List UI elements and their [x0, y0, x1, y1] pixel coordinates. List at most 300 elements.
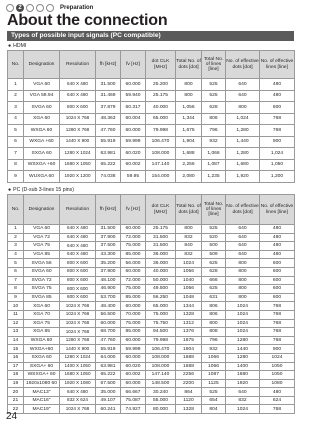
table-cell: 625: [202, 285, 226, 294]
page-title: About the connection: [7, 12, 168, 29]
table-cell: 4: [8, 113, 24, 125]
chapter-dot-icon: 2: [16, 4, 24, 12]
table-row: [8, 267, 295, 276]
table-cell: 79.998: [146, 125, 176, 137]
table-cell: 60.000: [121, 225, 146, 234]
column-header: No. of effective lines [line]: [260, 51, 295, 79]
table-cell: 640 X 480: [60, 79, 96, 91]
table-cell: 800: [226, 293, 260, 302]
table-cell: 1,024: [226, 113, 260, 125]
table-cell: 600: [260, 293, 295, 302]
table-cell: 3: [8, 242, 24, 251]
table-row: [8, 362, 295, 371]
table-cell: 64.000: [96, 353, 121, 362]
table-cell: 48.400: [96, 302, 121, 311]
table-cell: 1024: [226, 310, 260, 319]
table-cell: 1,280: [226, 125, 260, 137]
table-cell: SVGA 72: [24, 276, 60, 285]
table-cell: 640: [226, 79, 260, 91]
table-cell: 43.300: [96, 250, 121, 259]
table-cell: 768: [260, 336, 295, 345]
table-cell: 832: [176, 233, 202, 242]
section-tag: Preparation: [60, 4, 94, 11]
table-cell: 1024: [260, 353, 295, 362]
table-cell: 480: [260, 79, 295, 91]
table-cell: 1440: [226, 345, 260, 354]
table-cell: 1440 X 900: [60, 345, 96, 354]
table-cell: 55.000: [146, 396, 176, 405]
table-cell: 640: [226, 225, 260, 234]
column-header: No. of effective dots [dot]: [226, 195, 260, 225]
table-cell: 60.000: [121, 353, 146, 362]
table-cell: 1,675: [176, 125, 202, 137]
table-cell: 1688: [176, 362, 202, 371]
table-cell: 800: [176, 225, 202, 234]
bullet-icon: ●: [8, 43, 12, 49]
table-row: [8, 90, 295, 102]
table-cell: 1400 X 1050: [60, 362, 96, 371]
table-row: [8, 396, 295, 405]
table-cell: 55.919: [96, 136, 121, 148]
table-cell: 1312: [176, 319, 202, 328]
table-cell: 47.760: [96, 336, 121, 345]
column-header: Total No. of lines [line]: [202, 51, 226, 79]
table-cell: 600: [260, 267, 295, 276]
table-row: [8, 136, 295, 148]
table-cell: 94.500: [146, 328, 176, 337]
table-cell: 640: [226, 242, 260, 251]
table-cell: 37.900: [96, 233, 121, 242]
table-cell: 1,280: [226, 148, 260, 160]
table-cell: 1328: [176, 405, 202, 414]
table-cell: 600: [260, 102, 295, 114]
table-cell: 2256: [176, 371, 202, 380]
table-cell: 1280 X 1024: [60, 148, 96, 160]
table-cell: 7: [8, 148, 24, 160]
table-cell: 2,080: [176, 171, 202, 183]
table-cell: 37.900: [96, 267, 121, 276]
table-cell: 74.038: [96, 171, 121, 183]
column-header: fh [kHz]: [96, 51, 121, 79]
column-header: Designation: [24, 51, 60, 79]
table-cell: 63.981: [96, 362, 121, 371]
table-cell: 53.700: [96, 293, 121, 302]
table-cell: 1675: [176, 336, 202, 345]
table-cell: 640 X 480: [60, 388, 96, 397]
table-cell: 800: [226, 285, 260, 294]
table-cell: 1120: [176, 396, 202, 405]
table-cell: 1400: [226, 362, 260, 371]
table-cell: 14: [8, 336, 24, 345]
chapter-dot-icon: [26, 4, 34, 12]
table-cell: 65.222: [96, 159, 121, 171]
table-cell: 25.175: [146, 90, 176, 102]
table-cell: 56.500: [96, 310, 121, 319]
table-cell: 2,256: [176, 159, 202, 171]
table-cell: 65.000: [146, 113, 176, 125]
table-cell: 1,920: [226, 171, 260, 183]
table-cell: 67.500: [96, 379, 121, 388]
table-cell: 640: [226, 388, 260, 397]
table-cell: WSXGA+ 60: [24, 371, 60, 380]
table-cell: 60.000: [121, 267, 146, 276]
table-row: [8, 405, 295, 414]
table-cell: 108.000: [146, 362, 176, 371]
table-row: [8, 242, 295, 251]
table-cell: 22: [8, 405, 24, 414]
table-cell: 1,066: [202, 148, 226, 160]
table-cell: 832: [176, 250, 202, 259]
table-cell: 60.002: [121, 371, 146, 380]
table-cell: 75.000: [121, 285, 146, 294]
table-cell: XGA 75: [24, 319, 60, 328]
table-cell: 800: [176, 90, 202, 102]
section-header: Types of possible input signals (PC compatible): [7, 31, 294, 41]
table-cell: SVGA 56: [24, 259, 60, 268]
table-cell: 60.000: [96, 319, 121, 328]
table-cell: 932: [202, 136, 226, 148]
table-cell: 796: [202, 336, 226, 345]
table-cell: 768: [260, 113, 295, 125]
table-cell: 1280: [226, 336, 260, 345]
table-cell: 640 X 480: [60, 233, 96, 242]
table-cell: 480: [260, 388, 295, 397]
table-cell: 31.500: [96, 225, 121, 234]
table-cell: 768: [260, 319, 295, 328]
table-cell: 46.900: [96, 285, 121, 294]
table-cell: 808: [202, 328, 226, 337]
table-cell: 525: [202, 79, 226, 91]
table-cell: 15: [8, 345, 24, 354]
table-cell: 1,056: [176, 102, 202, 114]
table-cell: 12: [8, 319, 24, 328]
table-cell: 806: [202, 302, 226, 311]
table-cell: 10: [8, 302, 24, 311]
table-cell: 6: [8, 267, 24, 276]
table-cell: 900: [260, 136, 295, 148]
table-cell: 1280: [226, 353, 260, 362]
table-header-row: [8, 195, 295, 225]
table-cell: 640 X 480: [60, 90, 96, 102]
table-cell: 1087: [202, 371, 226, 380]
table-cell: 36.000: [146, 250, 176, 259]
table-row: [8, 371, 295, 380]
table-row: [8, 353, 295, 362]
pc-signal-table: [7, 194, 295, 414]
table-cell: SVGA 60: [24, 267, 60, 276]
table-cell: 640: [226, 250, 260, 259]
table-cell: 625: [202, 259, 226, 268]
table-row: [8, 233, 295, 242]
table-cell: 640: [226, 233, 260, 242]
column-header: Designation: [24, 195, 60, 225]
table-cell: VGA 60: [24, 79, 60, 91]
table-cell: 1,440: [226, 136, 260, 148]
pc-label: [8, 187, 74, 193]
table-cell: SXGA 60: [24, 148, 60, 160]
table-cell: 2200: [176, 379, 202, 388]
column-header: No.: [8, 51, 24, 79]
table-row: [8, 285, 295, 294]
table-cell: WXGA 60: [24, 336, 60, 345]
table-cell: 900: [260, 345, 295, 354]
table-cell: 628: [202, 267, 226, 276]
table-cell: 1680 X 1050: [60, 371, 96, 380]
table-row: [8, 319, 295, 328]
column-header: Resolution: [60, 51, 96, 79]
table-cell: 60.000: [121, 379, 146, 388]
table-cell: 85.000: [121, 293, 146, 302]
table-cell: 59.999: [121, 136, 146, 148]
table-cell: 1280 X 1024: [60, 353, 96, 362]
table-cell: 1,235: [202, 171, 226, 183]
table-cell: 832 X 624: [60, 396, 96, 405]
table-row: [8, 379, 295, 388]
table-cell: 840: [176, 242, 202, 251]
column-header: fv [Hz]: [121, 195, 146, 225]
table-cell: 20: [8, 388, 24, 397]
table-cell: 31.500: [96, 79, 121, 91]
table-cell: 640 X 480: [60, 225, 96, 234]
table-cell: 36.000: [146, 259, 176, 268]
table-cell: 2: [8, 233, 24, 242]
table-cell: 4: [8, 250, 24, 259]
table-cell: 147.140: [146, 371, 176, 380]
table-cell: 75.087: [121, 396, 146, 405]
table-cell: 1024 X 768: [60, 113, 96, 125]
table-cell: 3: [8, 102, 24, 114]
table-cell: 31.469: [96, 90, 121, 102]
table-cell: 60.000: [121, 336, 146, 345]
table-cell: 66.667: [121, 388, 146, 397]
chapter-dot-icon: [6, 4, 14, 12]
table-cell: 1024 X 768: [60, 310, 96, 319]
table-cell: 106.470: [146, 136, 176, 148]
table-cell: 1080: [260, 379, 295, 388]
table-cell: VGA 59.94: [24, 90, 60, 102]
table-cell: 60.004: [121, 113, 146, 125]
column-header: Total No. of dots [dot]: [176, 195, 202, 225]
table-cell: 49.500: [146, 285, 176, 294]
table-cell: 800: [176, 79, 202, 91]
table-cell: WUXGA 60: [24, 171, 60, 183]
table-cell: 16: [8, 353, 24, 362]
table-cell: SVGA 75: [24, 285, 60, 294]
table-cell: 832: [226, 396, 260, 405]
table-cell: 624: [260, 396, 295, 405]
table-cell: 60.317: [121, 102, 146, 114]
table-cell: 9: [8, 293, 24, 302]
table-cell: 600: [260, 285, 295, 294]
table-cell: VGA 75: [24, 242, 60, 251]
chapter-dot-icon: [46, 4, 54, 12]
chapter-dot-icon: [36, 4, 44, 12]
column-header: fh [kHz]: [96, 195, 121, 225]
table-row: [8, 225, 295, 234]
table-cell: 17: [8, 362, 24, 371]
column-header: dot CLK [MHz]: [146, 51, 176, 79]
table-cell: 72.000: [121, 276, 146, 285]
table-cell: 1056: [176, 285, 202, 294]
table-cell: 1024 X 768: [60, 302, 96, 311]
table-row: [8, 148, 295, 160]
table-cell: 1066: [202, 362, 226, 371]
table-cell: XGA 70: [24, 310, 60, 319]
table-cell: 108.000: [146, 353, 176, 362]
table-cell: 640 X 480: [60, 242, 96, 251]
table-cell: 1,024: [260, 148, 295, 160]
table-cell: 154.000: [146, 171, 176, 183]
table-row: [8, 276, 295, 285]
table-row: [8, 345, 295, 354]
table-cell: WSXGA +60: [24, 159, 60, 171]
table-cell: 800 X 600: [60, 285, 96, 294]
table-row: [8, 302, 295, 311]
table-cell: 2: [8, 90, 24, 102]
table-cell: 1024: [226, 405, 260, 414]
table-cell: 666: [202, 276, 226, 285]
table-cell: VGA 60: [24, 225, 60, 234]
table-cell: 1920: [226, 379, 260, 388]
column-header: No. of effective dots [dot]: [226, 51, 260, 79]
table-cell: 60.020: [121, 148, 146, 160]
table-cell: 525: [202, 388, 226, 397]
table-cell: 640 X 480: [60, 250, 96, 259]
table-cell: SVGA 85: [24, 293, 60, 302]
table-cell: 768: [260, 310, 295, 319]
column-header: Resolution: [60, 195, 96, 225]
table-cell: 48.100: [96, 276, 121, 285]
column-header: No. of effective lines [line]: [260, 195, 295, 225]
table-cell: 1056: [176, 267, 202, 276]
table-cell: 796: [202, 125, 226, 137]
table-cell: 8: [8, 285, 24, 294]
table-cell: 60.020: [121, 362, 146, 371]
table-cell: 1920 X 1200: [60, 171, 96, 183]
table-cell: 1024 X 768: [60, 319, 96, 328]
table-cell: 59.95: [121, 171, 146, 183]
table-cell: 60.000: [121, 302, 146, 311]
table-cell: 75.000: [121, 319, 146, 328]
hdmi-label-text: HDMI: [13, 43, 27, 49]
table-cell: 1125: [202, 379, 226, 388]
table-cell: 1,904: [176, 136, 202, 148]
table-cell: 1688: [176, 353, 202, 362]
table-cell: 50.000: [146, 276, 176, 285]
table-cell: XGA 85: [24, 328, 60, 337]
table-cell: 85.000: [121, 328, 146, 337]
table-cell: 6: [8, 136, 24, 148]
table-cell: 55.919: [96, 345, 121, 354]
table-cell: 480: [260, 233, 295, 242]
table-cell: 1024: [226, 328, 260, 337]
table-cell: 654: [202, 396, 226, 405]
table-cell: WXGA+60: [24, 345, 60, 354]
table-cell: 1280 X 768: [60, 336, 96, 345]
table-cell: 768: [260, 125, 295, 137]
table-cell: 800: [226, 267, 260, 276]
pc-label-text: PC (D-sub 3-lines 15 pins): [13, 187, 74, 193]
table-cell: 800 X 600: [60, 102, 96, 114]
table-cell: 30.240: [146, 388, 176, 397]
page-number: 24: [6, 411, 18, 422]
table-cell: 500: [202, 242, 226, 251]
table-cell: 1024: [176, 259, 202, 268]
table-row: [8, 336, 295, 345]
table-cell: 60.000: [121, 79, 146, 91]
table-cell: 800: [226, 102, 260, 114]
table-cell: SVGA 60: [24, 102, 60, 114]
table-cell: 106.470: [146, 345, 176, 354]
table-cell: 1344: [176, 302, 202, 311]
table-cell: 628: [202, 102, 226, 114]
table-cell: 40.000: [146, 267, 176, 276]
table-cell: 37.500: [96, 242, 121, 251]
table-cell: 1,680: [226, 159, 260, 171]
table-cell: 600: [260, 259, 295, 268]
table-cell: 1680: [226, 371, 260, 380]
table-cell: 1440 X 900: [60, 136, 96, 148]
table-cell: 85.000: [121, 250, 146, 259]
table-cell: 79.998: [146, 336, 176, 345]
table-cell: 148.500: [146, 379, 176, 388]
table-cell: 800 X 600: [60, 259, 96, 268]
table-cell: 800: [202, 319, 226, 328]
table-cell: 800 X 600: [60, 267, 96, 276]
table-cell: 5: [8, 259, 24, 268]
table-cell: 35.000: [96, 388, 121, 397]
table-cell: 1680 X 1050: [60, 159, 96, 171]
table-cell: 1: [8, 225, 24, 234]
table-cell: 806: [202, 310, 226, 319]
table-cell: 56.000: [121, 259, 146, 268]
table-cell: MAC13": [24, 388, 60, 397]
table-cell: 1904: [176, 345, 202, 354]
column-header: dot CLK [MHz]: [146, 195, 176, 225]
table-cell: 480: [260, 250, 295, 259]
table-cell: 480: [260, 90, 295, 102]
table-cell: MAC16": [24, 396, 60, 405]
table-cell: 1048: [176, 293, 202, 302]
table-row: [8, 388, 295, 397]
table-cell: 1328: [176, 310, 202, 319]
table-cell: 800: [226, 276, 260, 285]
table-cell: 68.700: [96, 328, 121, 337]
table-cell: SXGA+ 60: [24, 362, 60, 371]
table-cell: 48.363: [96, 113, 121, 125]
column-header: fv [Hz]: [121, 51, 146, 79]
table-cell: 49.107: [96, 396, 121, 405]
table-cell: 60.241: [96, 405, 121, 414]
table-cell: MAC19": [24, 405, 60, 414]
table-row: [8, 293, 295, 302]
table-cell: 640: [226, 90, 260, 102]
table-cell: 1: [8, 79, 24, 91]
table-cell: 13: [8, 328, 24, 337]
table-cell: 804: [202, 405, 226, 414]
table-cell: 65.000: [146, 302, 176, 311]
table-header-row: [8, 51, 295, 79]
table-cell: 9: [8, 171, 24, 183]
table-cell: 480: [260, 225, 295, 234]
table-cell: 108.000: [146, 148, 176, 160]
table-row: [8, 113, 295, 125]
table-cell: VGA 85: [24, 250, 60, 259]
table-cell: 768: [260, 405, 295, 414]
table-cell: 72.000: [121, 233, 146, 242]
column-header: No.: [8, 195, 24, 225]
table-cell: 1280 X 768: [60, 125, 96, 137]
